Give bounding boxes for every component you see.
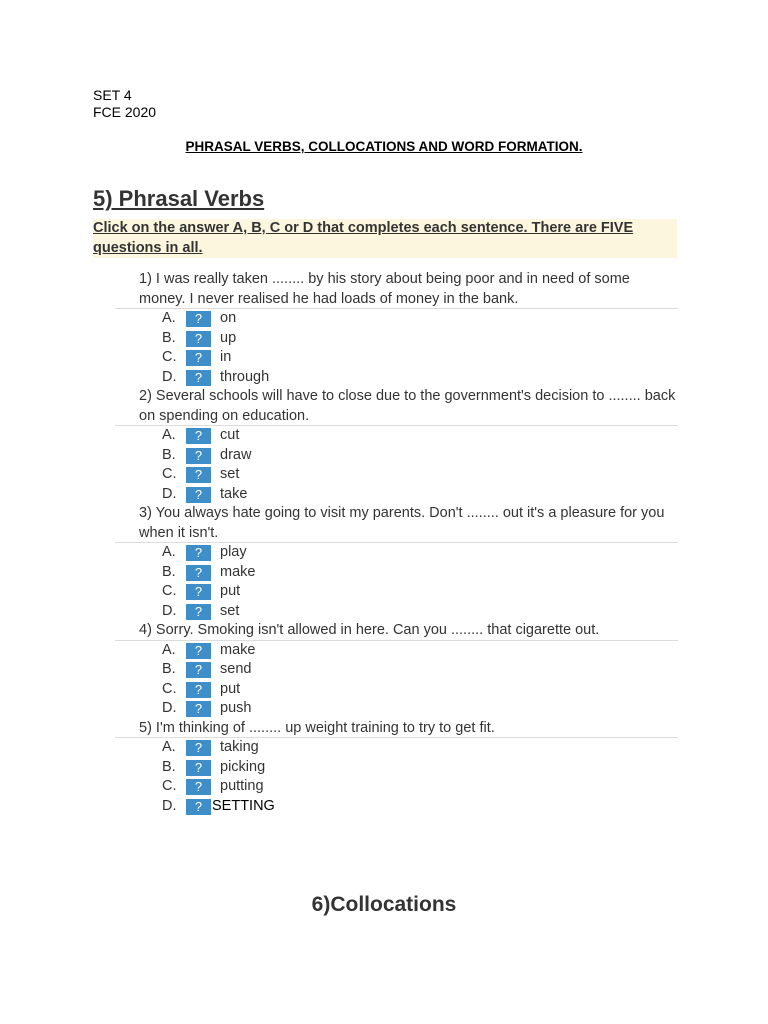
option-text: push	[220, 700, 252, 716]
question-1	[0, 270, 768, 387]
question-text-wrap	[0, 719, 768, 739]
phrasal-verbs-heading: 5) Phrasal Verbs	[93, 186, 265, 211]
option-letter: C.	[162, 680, 177, 697]
option-text: make	[220, 563, 256, 580]
option-letter: D.	[162, 797, 177, 814]
answer-button[interactable]: ?	[186, 331, 211, 347]
option-text: draw	[220, 446, 252, 463]
option-letter: D.	[162, 700, 177, 716]
answer-button[interactable]: ?	[186, 545, 211, 561]
answer-option	[0, 602, 768, 622]
answer-button[interactable]: ?	[186, 311, 211, 327]
question-5	[0, 719, 768, 817]
document-title: PHRASAL VERBS, COLLOCATIONS AND WORD FORMATION.	[185, 139, 583, 154]
option-letter: B.	[162, 329, 176, 346]
option-text: put	[220, 680, 241, 697]
answer-option	[0, 446, 768, 466]
answer-button[interactable]: ?	[186, 682, 211, 698]
question-3	[0, 504, 768, 621]
option-text: putting	[220, 778, 264, 794]
question-text-wrap	[0, 504, 768, 543]
answer-option	[0, 563, 768, 583]
answer-option	[0, 797, 768, 817]
option-text: on	[220, 310, 237, 326]
answer-option	[0, 777, 768, 797]
option-text: set	[220, 602, 240, 619]
answer-button[interactable]: ?	[186, 799, 211, 815]
question-text: 1) I was really taken ........ by his story about being poor and in need of some money. I never realised he had loads of money in the bank.	[139, 271, 630, 307]
answer-option	[0, 348, 768, 368]
answer-option	[0, 641, 768, 661]
answer-button[interactable]: ?	[186, 701, 211, 717]
option-letter: C.	[162, 349, 177, 365]
answer-option	[0, 485, 768, 505]
option-text: cut	[220, 427, 240, 443]
answer-option	[0, 758, 768, 778]
answer-option	[0, 582, 768, 602]
answer-option	[0, 699, 768, 719]
option-letter: B.	[162, 563, 176, 580]
question-text: 4) Sorry. Smoking isn't allowed in here. Can you ........ that cigarette out.	[139, 622, 600, 638]
answer-option	[0, 680, 768, 700]
option-text: play	[220, 544, 247, 560]
answer-button[interactable]: ?	[186, 760, 211, 776]
question-text-wrap	[0, 621, 768, 641]
option-letter: A.	[162, 544, 176, 560]
option-letter: A.	[162, 310, 176, 326]
answer-button[interactable]: ?	[186, 584, 211, 600]
answer-button[interactable]: ?	[186, 467, 211, 483]
option-letter: A.	[162, 641, 176, 658]
option-letter: B.	[162, 661, 176, 677]
answer-option	[0, 465, 768, 485]
question-2	[0, 387, 768, 504]
answer-option	[0, 368, 768, 388]
option-text: through	[220, 368, 270, 385]
option-letter: C.	[162, 778, 177, 794]
question-4	[0, 621, 768, 719]
option-letter: D.	[162, 602, 177, 619]
question-text: 5) I'm thinking of ........ up weight training to try to get fit.	[139, 719, 495, 736]
option-text: taking	[220, 739, 259, 755]
question-text: 2) Several schools will have to close due to the government's decision to ........ back on spending on education.	[139, 388, 676, 424]
answer-button[interactable]: ?	[186, 779, 211, 795]
answer-button[interactable]: ?	[186, 565, 211, 581]
option-text: in	[220, 349, 232, 365]
answer-button[interactable]: ?	[186, 643, 211, 659]
answer-option	[0, 309, 768, 329]
question-text: 3) You always hate going to visit my parents. Don't ........ out it's a pleasure for you when it isn't.	[139, 505, 665, 541]
instruction-text: Click on the answer A, B, C or D that completes each sentence. There are FIVE questions in all.	[93, 219, 677, 258]
collocations-heading: 6)Collocations	[311, 893, 457, 916]
answer-option	[0, 543, 768, 563]
answer-button[interactable]: ?	[186, 448, 211, 464]
answer-button[interactable]: ?	[186, 740, 211, 756]
set-label: SET 4	[93, 87, 132, 103]
option-letter: A.	[162, 739, 176, 755]
answer-option	[0, 329, 768, 349]
option-text: picking	[220, 758, 266, 775]
answer-button[interactable]: ?	[186, 370, 211, 386]
option-text: SETTING	[212, 797, 275, 814]
option-letter: A.	[162, 427, 176, 443]
option-text: make	[220, 641, 256, 658]
option-text: send	[220, 661, 252, 677]
option-letter: C.	[162, 466, 177, 482]
answer-option	[0, 738, 768, 758]
option-letter: B.	[162, 446, 176, 463]
option-letter: B.	[162, 758, 176, 775]
answer-button[interactable]: ?	[186, 662, 211, 678]
answer-button[interactable]: ?	[186, 350, 211, 366]
quiz	[0, 270, 768, 816]
answer-option	[0, 426, 768, 446]
answer-option	[0, 660, 768, 680]
option-text: set	[220, 466, 240, 482]
answer-button[interactable]: ?	[186, 604, 211, 620]
answer-button[interactable]: ?	[186, 487, 211, 503]
question-text-wrap	[0, 270, 768, 309]
option-text: up	[220, 329, 237, 346]
exam-label: FCE 2020	[93, 104, 157, 120]
question-text-wrap	[0, 387, 768, 426]
option-letter: C.	[162, 583, 177, 599]
option-text: take	[220, 485, 248, 502]
option-letter: D.	[162, 485, 177, 502]
option-letter: D.	[162, 368, 177, 385]
answer-button[interactable]: ?	[186, 428, 211, 444]
option-text: put	[220, 583, 241, 599]
